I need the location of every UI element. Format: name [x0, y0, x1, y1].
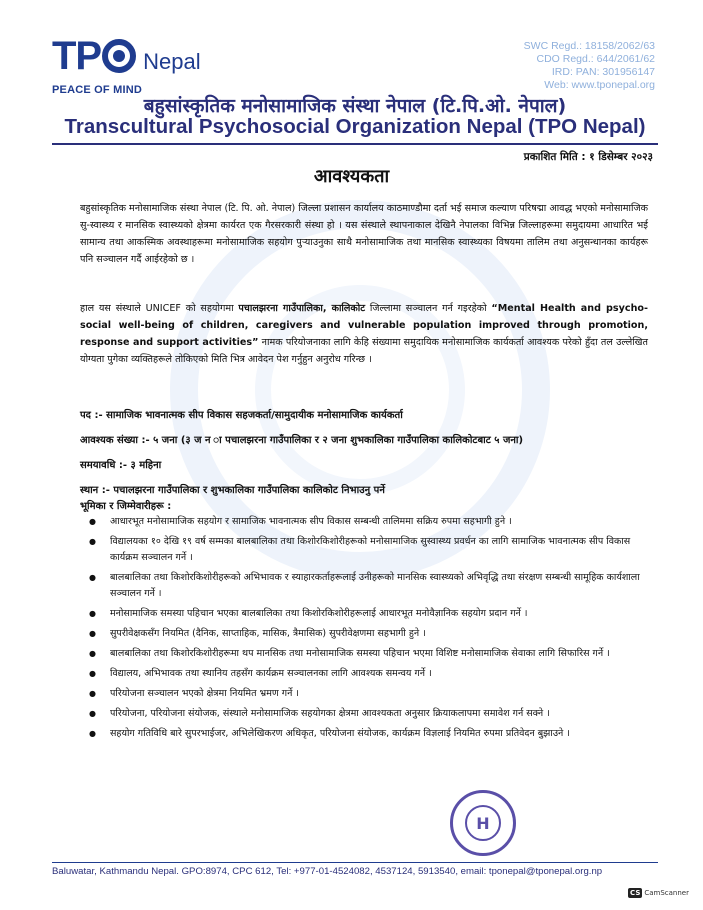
- logo-text-tp: TP: [52, 34, 102, 78]
- notice-heading: आवश्यकता: [313, 166, 390, 187]
- logo-circle-icon: [102, 39, 136, 73]
- seal-emblem-icon: H: [465, 805, 501, 841]
- list-item: ● परियोजना, परियोजना संयोजक, संस्थाले मनोसामाजिक सहयोगका क्षेत्रमा आवश्यकता अनुसार क्रियाकलापमा समावेश गर्न सक्ने ।: [85, 706, 650, 722]
- tpo-logo: [52, 30, 201, 96]
- list-item: ● सहयोग गतिविधि बारे सुपरभाईजर, अभिलेखिकरण अधिकृत, परियोजना संयोजक, कार्यक्रम विज्ञलाई नियमित रुपमा प्रतिवेदन बुझाउने ।: [85, 726, 650, 742]
- registration-pan: IRD: PAN: 301956147: [551, 66, 655, 78]
- location-field: स्थान :- पचालझरना गाउँपालिका र शुभकालिका गाउँपालिका कालिकोट निभाउनु पर्ने: [80, 485, 385, 496]
- footer-divider: [52, 862, 658, 863]
- project-title: “Mental Health and psycho-social well-being of children, caregivers and vulnerable population improved through promotion, response and support activities”: [80, 303, 648, 348]
- list-item: ● परियोजना सञ्चालन भएको क्षेत्रमा नियमित भ्रमण गर्ने ।: [85, 686, 650, 702]
- scanner-badge: CS: [630, 889, 641, 897]
- duties-list: [85, 514, 650, 746]
- duties-title: भूमिका र जिम्मेवारीहरू :: [80, 501, 172, 512]
- project-paragraph-part: जिल्लामा सञ्चालन गर्न गइरहेको: [365, 303, 492, 314]
- project-paragraph-part: नामक परियोजनाका लागि केहि संख्यामा समुदायिक मनोसामाजिक कार्यकर्ता आवश्यक परेको हुँदा तल उल्लेखित योग्यता पुगेका व्यक्तिहरूले तोकिएको मिति भित्र आवेदन पेश गर्नुहुन अनुरोध गरिन्छ ।: [80, 337, 648, 365]
- list-item: ● विद्यालयका १० देखि १९ वर्ष सम्मका बालबालिका तथा किशोरकिशोरीहरूको मनोसामाजिक सुस्वास्थ्य प्रवर्धन का लागि सामाजिक भावनात्मक सीप विकास कार्यक्रम सञ्चालन गर्ने ।: [85, 534, 650, 566]
- registration-swc: SWC Regd.: 18158/2062/63: [523, 40, 655, 52]
- organization-seal: [450, 790, 516, 856]
- list-item: ● मनोसामाजिक समस्या पहिचान भएका बालबालिका तथा किशोरकिशोरीहरूलाई आधारभूत मनोवैज्ञानिक सहयोग प्रदान गर्ने ।: [85, 606, 650, 622]
- published-date: प्रकाशित मिति : १ डिसेम्बर २०२३: [523, 151, 653, 163]
- list-item: ● विद्यालय, अभिभावक तथा स्थानिय तहसँग कार्यक्रम सञ्चालनका लागि आवश्यक समन्वय गर्ने ।: [85, 666, 650, 682]
- logo-text-nepal: Nepal: [143, 49, 201, 74]
- list-item: ● बालबालिका तथा किशोरकिशोरीहरूमा थप मानसिक तथा मनोसामाजिक समस्या पहिचान भएमा विशिष्ट मनोसामाजिक सेवाका लागि सिफारिस गर्ने ।: [85, 646, 650, 662]
- org-name-english: Transcultural Psychosocial Organization Nepal (TPO Nepal): [64, 115, 646, 138]
- position-field: पद :- सामाजिक भावनात्मक सीप विकास सहजकर्ता/सामुदायीक मनोसामाजिक कार्यकर्ता: [80, 410, 403, 421]
- intro-paragraph: बहुसांस्कृतिक मनोसामाजिक संस्था नेपाल (टि. पि. ओ. नेपाल) जिल्ला प्रशासन कार्यालय काठमाण्डौमा दर्ता भई समाज कल्याण परिषद्मा आवद्ध भएको मनोसामाजिक सु-स्वास्थ्य र मानसिक स्वास्थ्यको क्षेत्रमा कार्यरत एक गैरसरकारी संस्था हो । यस संस्थाले स्थापनाकाल देखिनै नेपालका विभिन्न जिल्लाहरूमा समुदायमा आधारित भई सामान्य तथा आकस्मिक अवस्थाहरूमा मनोसामाजिक सहयोग पुऱ्याउनुका साथै मनोसामाजिक तथा मानसिक स्वास्थ्यका विषयमा तालिम तथा अनुसन्धानका कार्यहरू पनि सञ्चालन गर्दै आईरहेको छ ।: [80, 203, 648, 265]
- registration-web: Web: www.tponepal.org: [544, 79, 655, 91]
- project-location: पचालझरना गाउँपालिका, कालिकोट: [238, 303, 366, 314]
- header-divider: [52, 143, 658, 145]
- project-paragraph: [80, 300, 648, 368]
- list-item: ● आधारभूत मनोसामाजिक सहयोग र सामाजिक भावनात्मक सीप विकास सम्बन्धी तालिममा सक्रिय रुपमा सहभागी हुने ।: [85, 514, 650, 530]
- duration-field: समयावधि :- ३ महिना: [80, 460, 162, 471]
- required-count-field: आवश्यक संख्या :- ५ जना (३ ज न ा पचालझरना गाउँपालिका र २ जना शुभकालिका गाउँपालिका कालिकोटबाट ५ जना): [80, 435, 524, 446]
- logo-tagline: PEACE OF MIND: [52, 84, 142, 96]
- list-item: ● सुपरीवेक्षकसँग नियमित (दैनिक, साप्ताहिक, मासिक, त्रैमासिक) सुपरीवेक्षणमा सहभागी हुने ।: [85, 626, 650, 642]
- org-name-nepali: बहुसांस्कृतिक मनोसामाजिक संस्था नेपाल (टि.पि.ओ. नेपाल): [143, 95, 567, 117]
- footer-contact: Baluwatar, Kathmandu Nepal. GPO:8974, CPC 612, Tel: +977-01-4524082, 4537124, 5913540, email: tponepal@tponepal.org.np: [52, 866, 603, 877]
- list-item: ● बालबालिका तथा किशोरकिशोरीहरूको अभिभावक र स्याहारकर्ताहरूलाई उनीहरूको मानसिक स्वास्थ्यको अभिवृद्धि तथा संरक्षण सम्बन्धी सामूहिक कार्यशाला सञ्चालन गर्ने ।: [85, 570, 650, 602]
- scanner-name: CamScanner: [644, 889, 689, 897]
- registration-info: [524, 40, 655, 92]
- scanner-watermark: [628, 888, 689, 898]
- registration-cdo: CDO Regd.: 644/2061/62: [536, 53, 655, 65]
- project-paragraph-part: हाल यस संस्थाले UNICEF को सहयोगमा: [80, 303, 239, 314]
